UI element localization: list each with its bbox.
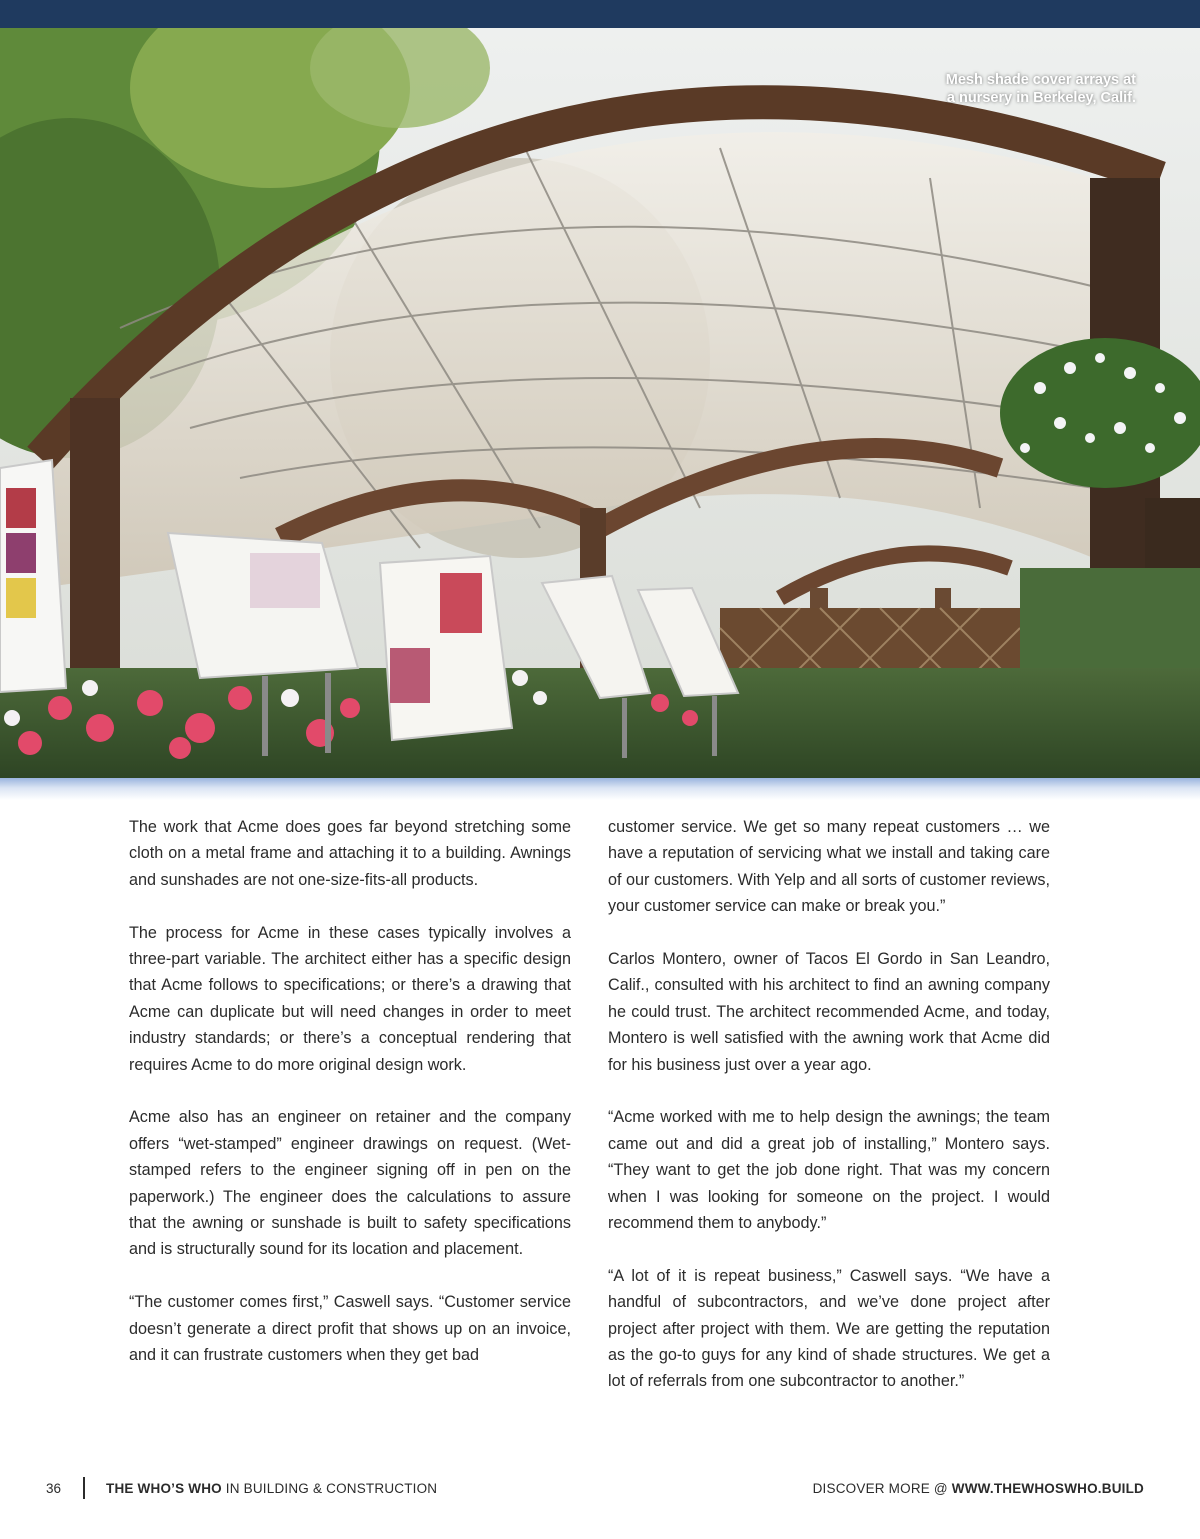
paragraph: Carlos Montero, owner of Tacos El Gordo in San Leandro, Calif., consulted with his architect to find an awning company he could trust. The architect recommended Acme, and today, Montero is well satisfied with the awning work that Acme did for his business just over a year ago. [608, 950, 1050, 1074]
publication-title-bold: THE WHO’S WHO [106, 1481, 222, 1496]
publication-title [106, 1481, 437, 1496]
page-footer [0, 1477, 1200, 1501]
discover-more [813, 1481, 1144, 1496]
article-column-right [608, 814, 1050, 1395]
paragraph: Acme also has an engineer on retainer and the company offers “wet-stamped” engineer drawings on request. (Wet-stamped refers to the engineer signing off in pen on the paperwork.) The engineer does the calculations to assure that the awning or sunshade is built to safety specifications and is structurally sound for its location and placement. [129, 1108, 571, 1259]
paragraph: “A lot of it is repeat business,” Caswell says. “We have a handful of subcontractors, and we’ve done project after project after project with them. We are getting the reputation as the go-to guys for any kind of shade structures. We get a lot of referrals from one subcontractor to another.” [608, 1266, 1050, 1391]
nursery-shade-photo [0, 28, 1200, 778]
top-color-band [0, 0, 1200, 28]
article-column-left [129, 814, 571, 1368]
footer-divider [83, 1477, 85, 1499]
website-link[interactable]: WWW.THEWHOSWHO.BUILD [951, 1481, 1144, 1496]
photo-caption-line-1: Mesh shade cover arrays at [945, 72, 1136, 88]
photo-caption [876, 71, 1136, 107]
paragraph: “The customer comes first,” Caswell says. “Customer service doesn’t generate a direct profit that shows up on an invoice, and it can frustrate customers when they get bad [129, 1293, 571, 1365]
publication-title-rest: IN BUILDING & CONSTRUCTION [221, 1481, 438, 1496]
photo-bottom-fade [0, 778, 1200, 800]
paragraph: The process for Acme in these cases typically involves a three-part variable. The architect either has a specific design that Acme follows to specifications; or there’s a drawing that Acme can duplicate but will need changes in order to meet industry standards; or there’s a conceptual rendering that requires Acme to do more original design work. [129, 923, 571, 1074]
paragraph: customer service. We get so many repeat customers … we have a reputation of servicing what we install and taking care of our customers. With Yelp and all sorts of customer reviews, your customer service can make or break you.” [608, 818, 1050, 916]
photo-caption-line-2: a nursery in Berkeley, Calif. [946, 90, 1136, 106]
paragraph: “Acme worked with me to help design the awnings; the team came out and did a great job of installing,” Montero says. “They want to get the job done right. That was my concern when I was looking for someone on the project. I would recommend them to anybody.” [608, 1108, 1050, 1233]
discover-prefix: DISCOVER MORE @ [812, 1481, 952, 1496]
page-number: 36 [46, 1481, 62, 1496]
paragraph: The work that Acme does goes far beyond stretching some cloth on a metal frame and attaching it to a building. Awnings and sunshades are not one-size-fits-all products. [129, 818, 571, 889]
